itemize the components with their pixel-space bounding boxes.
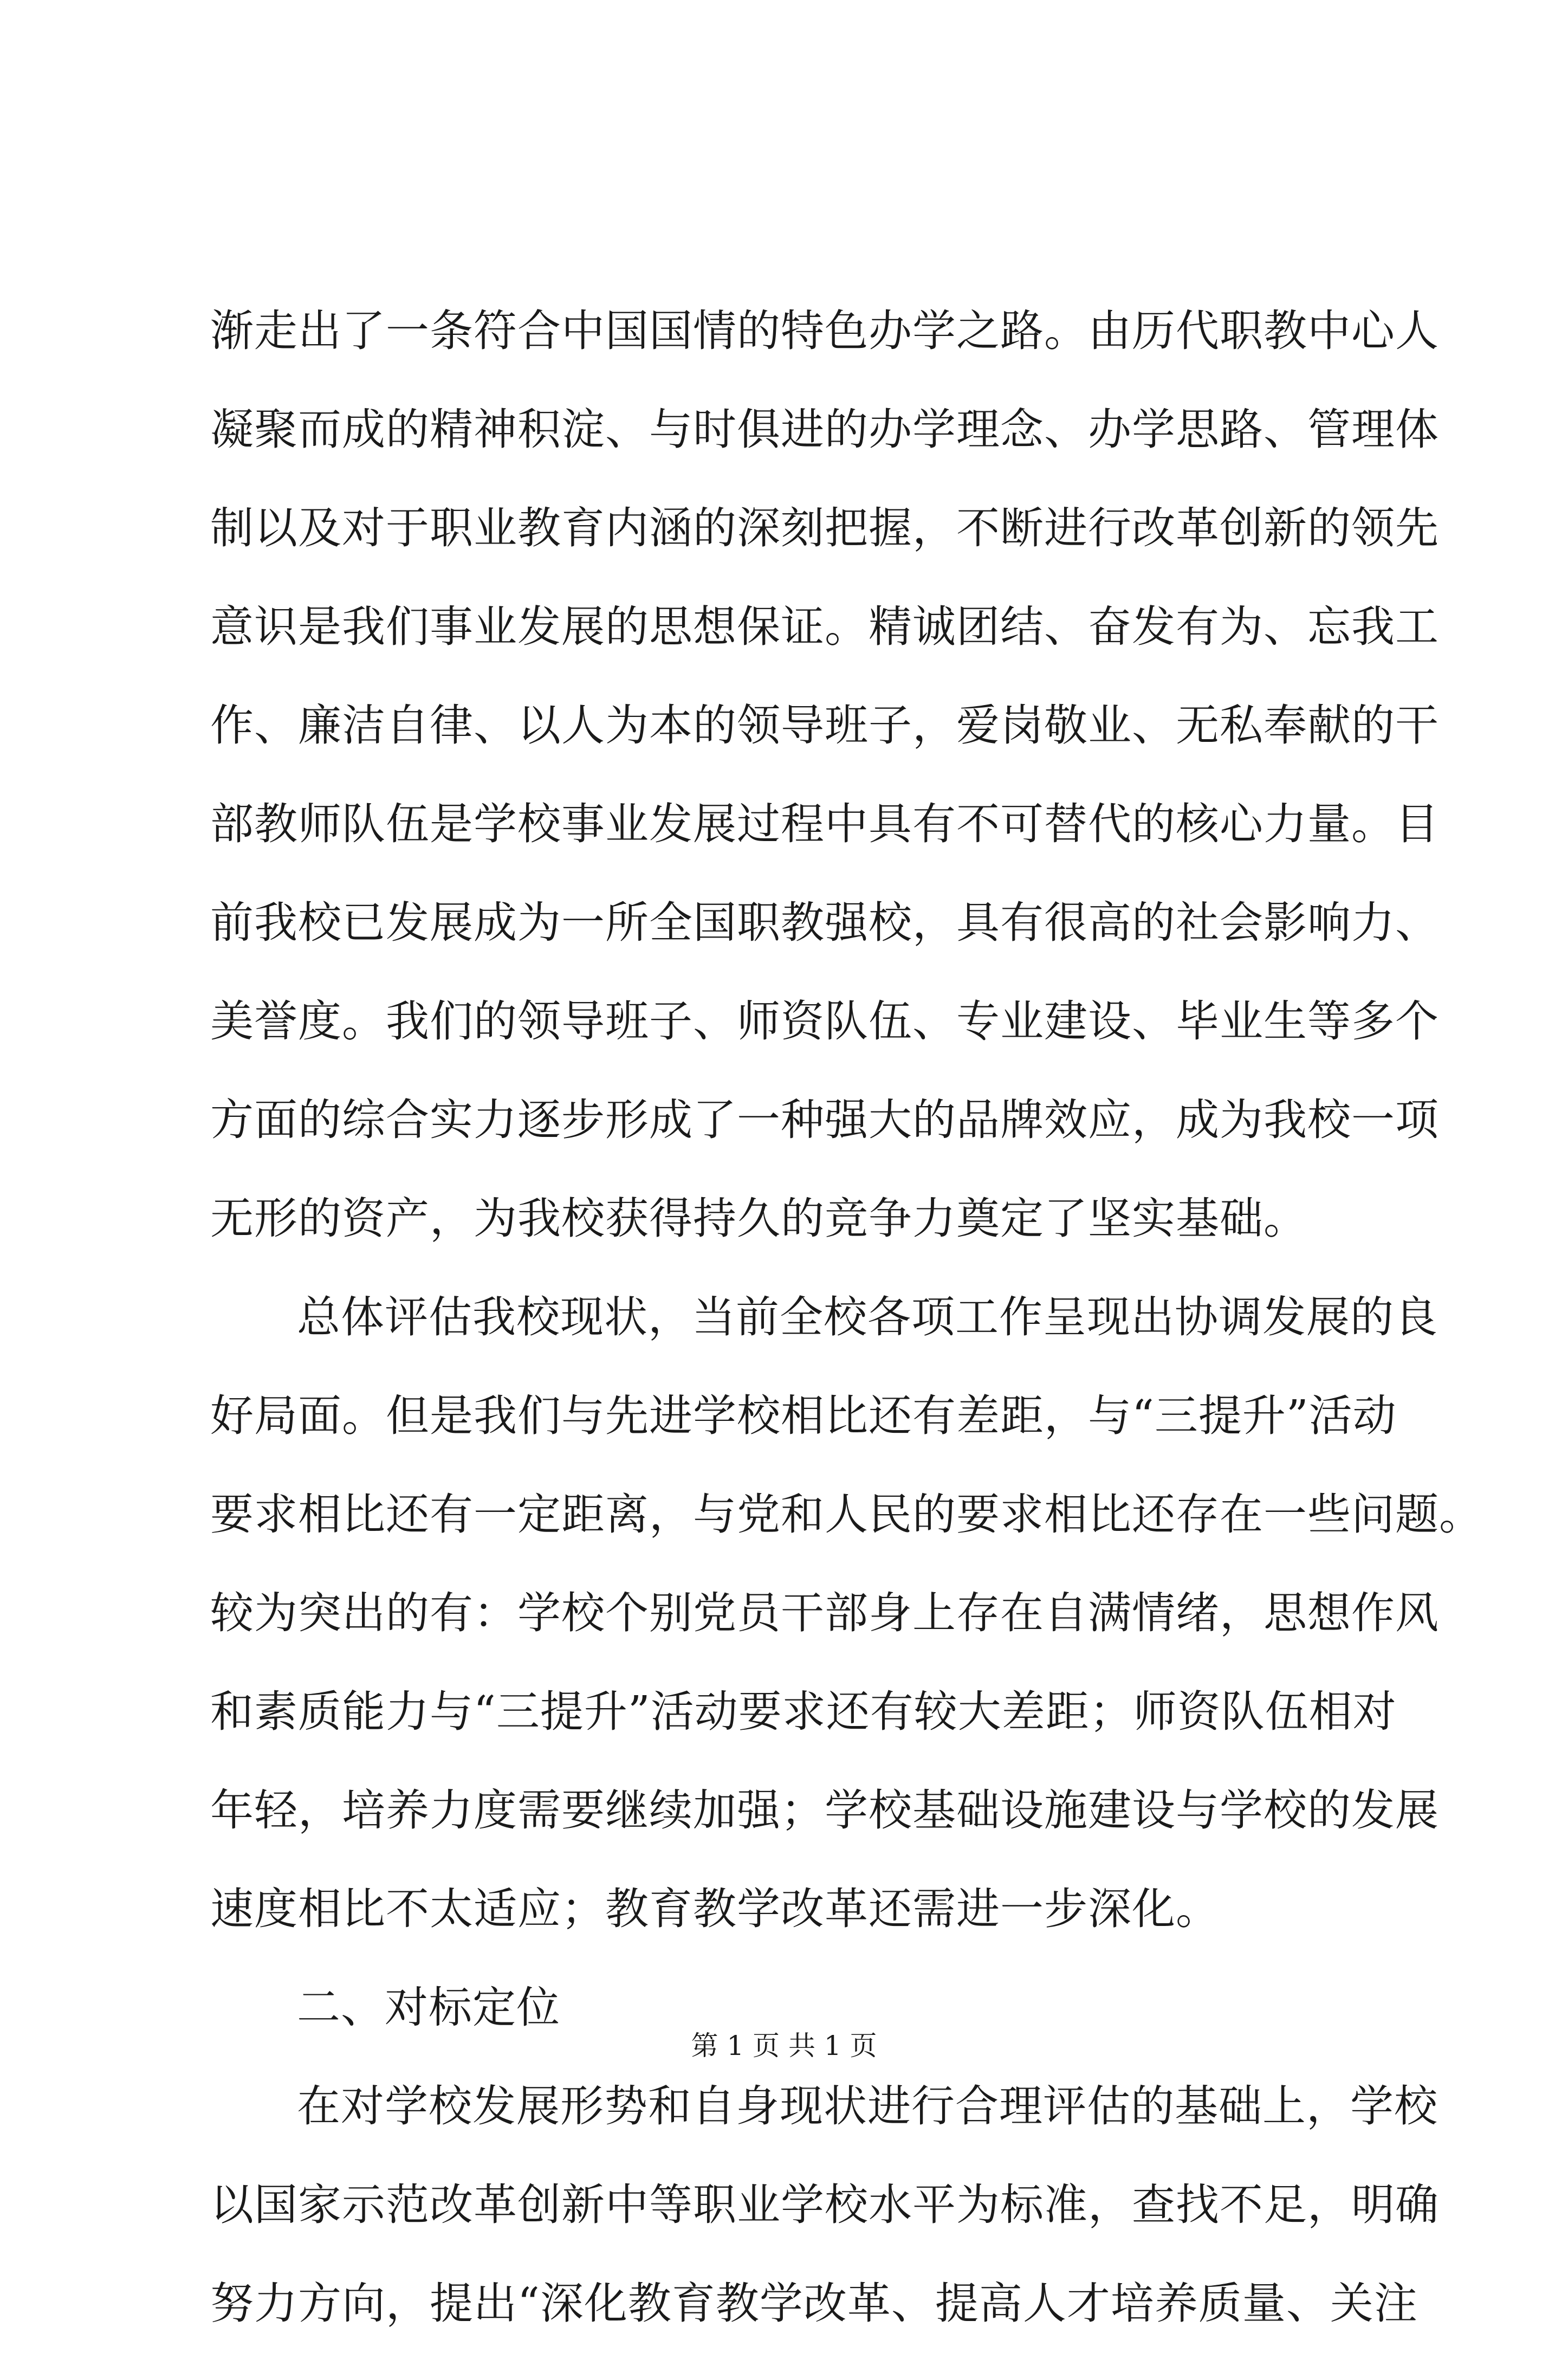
text-line: 部教师队伍是学校事业发展过程中具有不可替代的核心力量。目 (210, 799, 1439, 849)
page-footer (0, 2027, 1568, 2065)
text-line: 好局面。但是我们与先进学校相比还有差距，与“三提升”活动 (210, 1391, 1397, 1441)
text-line: 前我校已发展成为一所全国职教强校，具有很高的社会影响力、 (210, 897, 1439, 948)
text-line: 美誉度。我们的领导班子、师资队伍、专业建设、毕业生等多个 (210, 996, 1439, 1046)
text-line: 制以及对于职业教育内涵的深刻把握，不断进行改革创新的领先 (210, 503, 1439, 553)
text-line: 意识是我们事业发展的思想保证。精诚团结、奋发有为、忘我工 (210, 602, 1439, 652)
text-line: 要求相比还有一定距离，与党和人民的要求相比还存在一些问题。 (210, 1489, 1483, 1540)
paragraph-first-line: 在对学校发展形势和自身现状进行合理评估的基础上，学校 (297, 2081, 1438, 2131)
text-line: 年轻，培养力度需要继续加强；学校基础设施建设与学校的发展 (210, 1785, 1439, 1835)
text-line: 作、廉洁自律、以人为本的领导班子，爱岗敬业、无私奉献的干 (210, 700, 1439, 751)
text-line: 凝聚而成的精神积淀、与时俱进的办学理念、办学思路、管理体 (210, 404, 1439, 455)
text-line: 和素质能力与“三提升”活动要求还有较大差距；师资队伍相对 (210, 1686, 1397, 1737)
text-line: 方面的综合实力逐步形成了一种强大的品牌效应，成为我校一项 (210, 1095, 1439, 1145)
text-line: 速度相比不太适应；教育教学改革还需进一步深化。 (210, 1884, 1220, 1934)
text-line: 以国家示范改革创新中等职业学校水平为标准，查找不足，明确 (210, 2180, 1439, 2230)
paragraph-first-line: 总体评估我校现状，当前全校各项工作呈现出协调发展的良 (297, 1292, 1438, 1342)
text-line: 无形的资产，为我校获得持久的竞争力奠定了坚实基础。 (210, 1193, 1307, 1244)
text-line: 努力方向，提出“深化教育教学改革、提高人才培养质量、关注 (210, 2278, 1418, 2329)
text-line: 较为突出的有：学校个别党员干部身上存在自满情绪，思想作风 (210, 1588, 1439, 1638)
text-line: 渐走出了一条符合中国国情的特色办学之路。由历代职教中心人 (210, 306, 1439, 356)
section-heading: 二、对标定位 (297, 1982, 560, 2033)
page-number: 第 1 页 共 1 页 (691, 2030, 877, 2061)
